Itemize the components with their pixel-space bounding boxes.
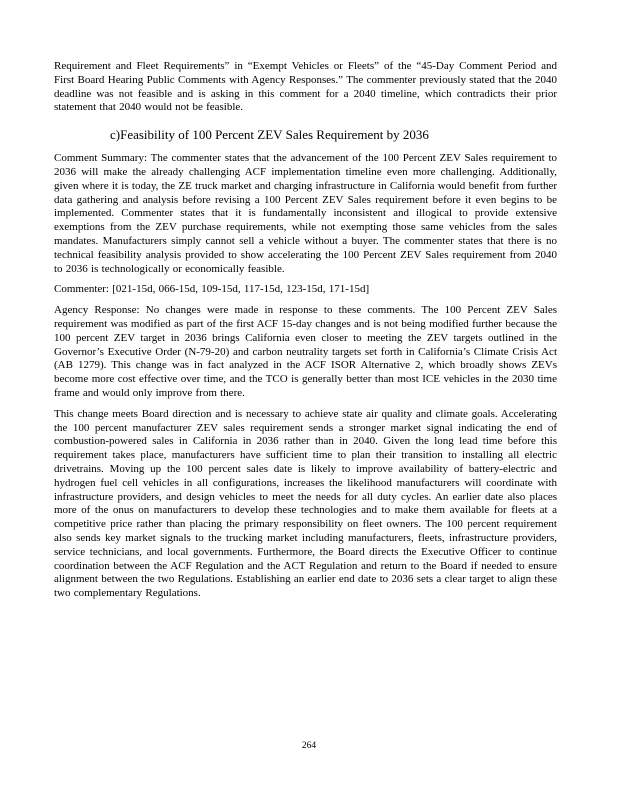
commenter-list-paragraph: Commenter: [021-15d, 066-15d, 109-15d, 117-15d, 123-15d, 171-15d]	[54, 283, 370, 296]
page-number: 264	[301, 741, 317, 751]
intro-paragraph: Requirement and Fleet Requirements” in “Exempt Vehicles or Fleets” of the “45-Day Comment Period and First Board Hearing Public Comments with Agency Responses.” The commenter previously stated that the 2040 deadline was not feasible and is asking in this comment for a 2040 timeline, which contradicts their prior statement that 2040 would not be feasible.	[54, 60, 557, 114]
comment-summary-paragraph: Comment Summary: The commenter states that the advancement of the 100 Percent ZEV Sales requirement to 2036 will make the already challenging ACF implementation timeline even more challenging. Additionally, given where it is today, the ZE truck market and charging infrastructure in California would benefit from further data gathering and analysis before revising a 100 Percent ZEV Sales requirement before it even begins to be implemented. Commenter states that it is fundamentally inconsistent and illogical to provide extensive exemptions from the ZEV purchase requirements, while not exempting those same vehicles from the sales mandates. Manufacturers simply cannot sell a vehicle without a buyer. The commenter states that there is no technical feasibility analysis provided to show accelerating the 100 Percent ZEV Sales requirement from 2040 to 2036 is technologically or economically feasible.	[54, 152, 557, 275]
section-heading: c)Feasibility of 100 Percent ZEV Sales Requirement by 2036	[110, 127, 429, 143]
document-page	[54, 60, 557, 608]
agency-response-paragraph: Agency Response: No changes were made in response to these comments. The 100 Percent ZEV Sales requirement was modified as part of the first ACF 15-day changes and is not being modified further because the 100 percent ZEV target in 2036 brings California even closer to meeting the ZEV targets outlined in the Governor’s Executive Order (N-79-20) and carbon neutrality targets set forth in California’s Climate Crisis Act (AB 1279). This change was in fact analyzed in the ACF ISOR Alternative 2, which broadly shows ZEVs become more cost effective over time, and the TCO is generally better than most ICE vehicles in the 2030 time frame and would only improve from there.	[54, 304, 557, 399]
board-direction-paragraph: This change meets Board direction and is necessary to achieve state air quality and climate goals. Accelerating the 100 percent manufacturer ZEV sales requirement sends a stronger market signal indicating the end of combustion-powered sales in California in 2036 rather than in 2040. Given the long lead time before this requirement takes place, manufacturers have sufficient time to plan their transition to installing all electric drivetrains. Moving up the 100 percent sales date is likely to improve availability of battery-electric and hydrogen fuel cell vehicles in all configurations, increases the likelihood manufacturers will coordinate with infrastructure providers, and design vehicles to meet the needs for all duty cycles. An earlier date also places more of the onus on manufacturers to develop these technologies and to make them available for fleets at a competitive price rather than placing the primary responsibility on fleet owners. The 100 percent requirement also sends key market signals to the trucking market including manufacturers, fleets, infrastructure providers, service technicians, and local governments. Furthermore, the Board directs the Executive Officer to continue coordination between the ACF Regulation and the ACT Regulation and return to the Board if needed to ensure alignment between the two Regulations. Establishing an earlier end date to 2036 sets a clear target to align these two complementary Regulations.	[54, 407, 557, 600]
